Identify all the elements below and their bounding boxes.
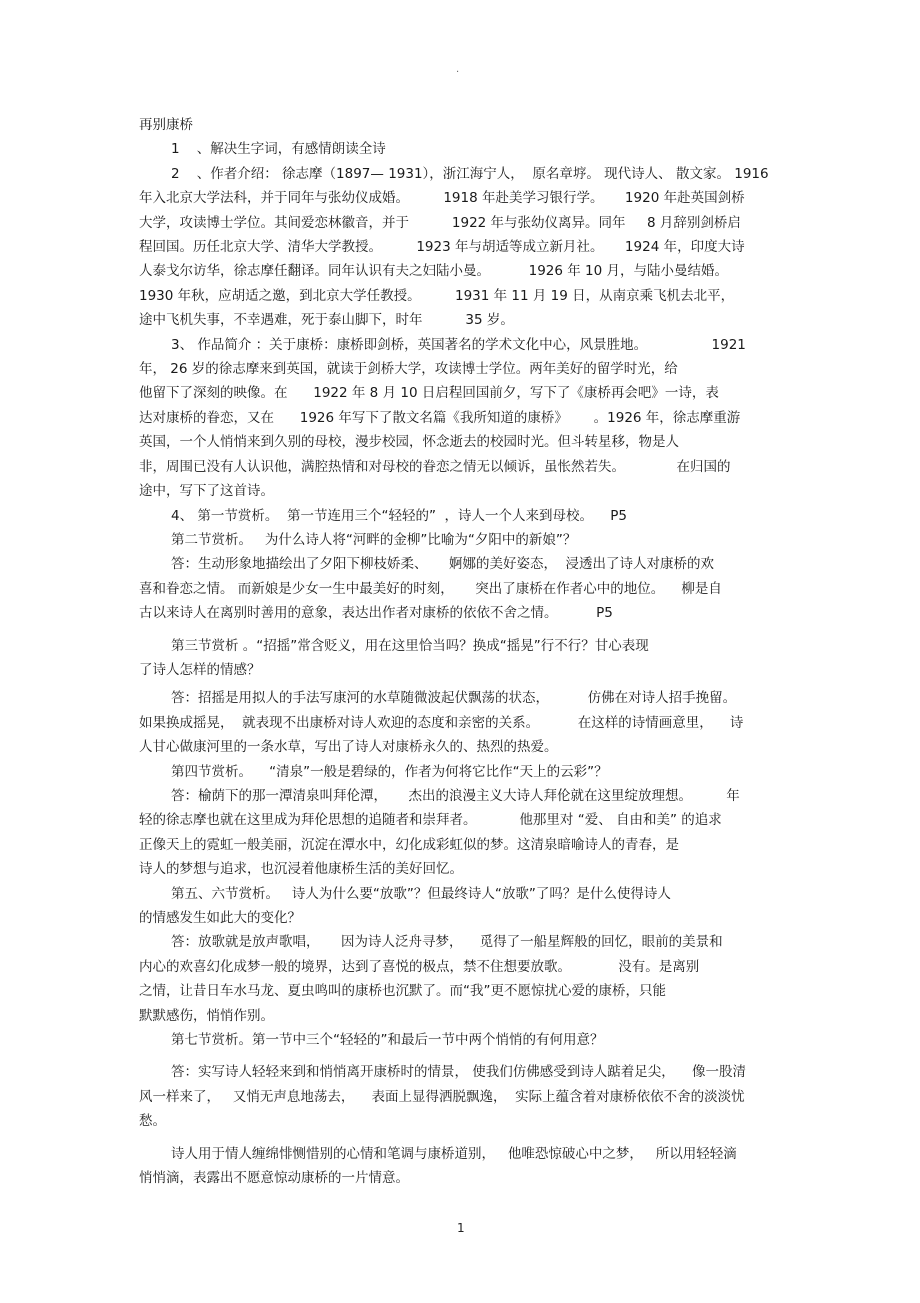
text-line: 答：放歌就是放声歌唱， 因为诗人泛舟寻梦， 觅得了一船星辉般的回忆，眼前的美景和	[171, 934, 723, 951]
text-line: 悄悄滴，表露出不愿意惊动康桥的一片情意。	[139, 1170, 409, 1187]
text-line: 默默感伤，悄悄作别。	[139, 1007, 274, 1024]
text-line: 诗人的梦想与追求，也沉浸着他康桥生活的美好回忆。	[139, 861, 463, 878]
text-line: 第三节赏析 。“招摇”常含贬义，用在这里恰当吗？换成“摇晃”行不行？甘心表现	[171, 637, 649, 654]
text-line: 途中飞机失事，不幸遇难，死于泰山脚下，时年 35 岁。	[139, 312, 514, 329]
text-line: 答：招摇是用拟人的手法写康河的水草随微波起伏飘荡的状态， 仿佛在对诗人招手挽留。	[171, 690, 737, 707]
text-line: 诗人用于情人缠绵悱恻惜别的心情和笔调与康桥道别， 他唯恐惊破心中之梦， 所以用轻轻滴	[171, 1145, 737, 1162]
document-title: 再别康桥	[139, 117, 193, 133]
text-line: 大学，攻读博士学位。其间爱恋林徽音，并于 1922 年与张幼仪离异。同年 8 月辞别剑桥启	[139, 214, 741, 231]
text-line: 程回国。历任北京大学、清华大学教授。 1923 年与胡适等成立新月社。 1924 年，印度大诗	[139, 239, 745, 256]
text-line: 英国，一个人悄悄来到久别的母校，漫步校园，怀念逝去的校园时光。但斗转星移，物是人	[139, 434, 679, 451]
text-line: 的情感发生如此大的变化？	[139, 910, 301, 926]
text-line: 1930 年秋，应胡适之邀，到北京大学任教授。 1931 年 11 月 19 日，从南京乘飞机去北平，	[139, 287, 735, 304]
text-line: 第五、六节赏析。 诗人为什么要“放歌”？但最终诗人“放歌”了吗？是什么使得诗人	[171, 885, 671, 902]
text-line: 年入北京大学法科，并于同年与张幼仪成婚。 1918 年赴美学习银行学。 1920 年赴英国剑桥	[139, 190, 745, 207]
text-line: 如果换成摇晃， 就表现不出康桥对诗人欢迎的态度和亲密的关系。 在这样的诗情画意里， 诗	[139, 714, 744, 731]
text-line: 古以来诗人在离别时善用的意象，表达出作者对康桥的依依不舍之情。 P5	[139, 605, 613, 622]
text-line: 2 、作者介绍： 徐志摩（1897— 1931），浙江海宁人， 原名章垿。 现代诗人、 散文家。 1916	[171, 165, 769, 182]
text-line: 答：实写诗人轻轻来到和悄悄离开康桥时的情景， 使我们仿佛感受到诗人踮着足尖， 像一股清	[171, 1064, 746, 1081]
text-line: 3、 作品简介 ：关于康桥：康桥即剑桥，英国著名的学术文化中心，风景胜地。 1921	[171, 336, 746, 353]
text-line: 之情，让昔日车水马龙、夏虫鸣叫的康桥也沉默了。而“我”更不愿惊扰心爱的康桥，只能	[139, 983, 666, 1000]
text-line: 1 、解决生字词，有感情朗读全诗	[171, 141, 386, 158]
document-body	[139, 113, 779, 1190]
text-line: 第二节赏析。 为什么诗人将“河畔的金柳”比喻为“夕阳中的新娘”？	[171, 531, 577, 548]
text-line: 第四节赏析。 “清泉”一般是碧绿的，作者为何将它比作“天上的云彩”？	[171, 763, 608, 780]
text-line: 正像天上的霓虹一般美丽，沉淀在潭水中，幻化成彩虹似的梦。这清泉暗喻诗人的青春，是	[139, 836, 679, 853]
page-number: 1	[457, 1221, 465, 1235]
text-line: 喜和眷恋之情。 而新娘是少女一生中最美好的时刻， 突出了康桥在作者心中的地位。 柳是自	[139, 580, 722, 597]
text-line: 第七节赏析。第一节中三个“轻轻的”和最后一节中两个悄悄的有何用意？	[171, 1032, 604, 1049]
text-line: 愁。	[139, 1113, 166, 1130]
text-line: 风一样来了， 又悄无声息地荡去， 表面上显得洒脱飘逸， 实际上蕴含着对康桥依依不舍的淡淡忧	[139, 1088, 745, 1105]
text-line: 4、 第一节赏析。 第一节连用三个“轻轻的” ，诗人一个人来到母校。 P5	[171, 507, 627, 524]
text-line: 年， 26 岁的徐志摩来到英国，就读于剑桥大学，攻读博士学位。两年美好的留学时光，给	[139, 361, 678, 378]
text-line: 他留下了深刻的映像。在 1922 年 8 月 10 日启程回国前夕，写下了《康桥再会吧》一诗，表	[139, 385, 719, 402]
text-line: 内心的欢喜幻化成梦一般的境界，达到了喜悦的极点，禁不住想要放歌。 没有。是离别	[139, 958, 700, 975]
text-line: 答：生动形象地描绘出了夕阳下柳枝娇柔、 婀娜的美好姿态， 浸透出了诗人对康桥的欢	[171, 556, 715, 573]
text-line: 人泰戈尔访华，徐志摩任翻译。同年认识有夫之妇陆小曼。 1926 年 10 月，与陆小曼结婚。	[139, 263, 729, 280]
text-line: 答：榆荫下的那一潭清泉叫拜伦潭， 杰出的浪漫主义大诗人拜伦就在这里绽放理想。 年	[171, 787, 740, 804]
text-line: 了诗人怎样的情感？	[139, 661, 261, 678]
text-line: 非，周围已没有人认识他，满腔热情和对母校的眷恋之情无以倾诉，虽怅然若失。 在归国的	[139, 458, 731, 475]
text-line: 轻的徐志摩也就在这里成为拜伦思想的追随者和崇拜者。 他那里对 “爱、 自由和美” 的追求	[139, 812, 722, 829]
text-line: 人甘心做康河里的一条水草，写出了诗人对康桥永久的、热烈的热爱。	[139, 739, 558, 756]
text-line: 途中，写下了这首诗。	[139, 483, 274, 500]
top-dot-mark: .	[456, 64, 460, 75]
text-line: 达对康桥的眷恋，又在 1926 年写下了散文名篇《我所知道的康桥》 。1926 年，徐志摩重游	[139, 409, 741, 426]
